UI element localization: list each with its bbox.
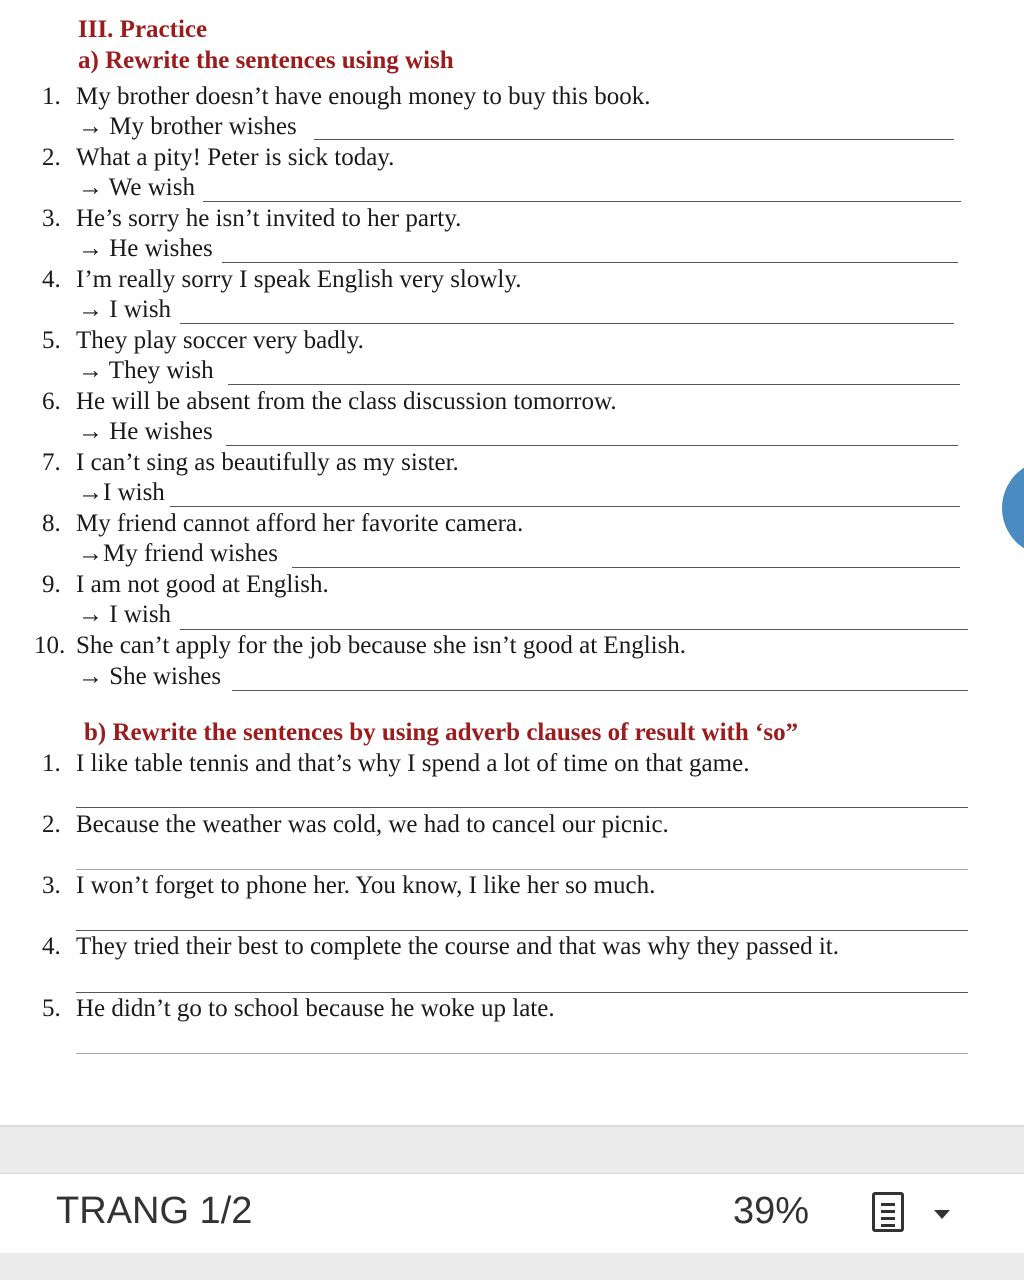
answer-prompt: → I wish: [78, 296, 172, 323]
section-title: III. Practice: [78, 16, 208, 43]
answer-line[interactable]: [232, 690, 968, 691]
answer-prompt: → They wish: [78, 357, 214, 384]
answer-prompt: → We wish: [78, 174, 195, 201]
answer-line[interactable]: [76, 869, 968, 870]
page-separator: [0, 1125, 1024, 1175]
part-b-title: b) Rewrite the sentences by using adverb clauses of result with ‘so”: [84, 719, 799, 746]
answer-line[interactable]: [76, 930, 968, 931]
item-number: 10.: [34, 632, 66, 659]
answer-line[interactable]: [180, 629, 968, 630]
bottom-strip: [0, 1253, 1024, 1280]
item-number: 2.: [42, 144, 61, 171]
page-indicator[interactable]: TRANG 1/2: [56, 1190, 253, 1232]
caret-down-icon[interactable]: [934, 1210, 950, 1219]
item-number: 4.: [42, 933, 61, 960]
item-number: 3.: [42, 205, 61, 232]
answer-prompt: →I wish: [78, 479, 165, 506]
item-sentence: What a pity! Peter is sick today.: [76, 144, 395, 171]
item-number: 6.: [42, 388, 61, 415]
part-a-title: a) Rewrite the sentences using wish: [78, 47, 454, 74]
answer-prompt: → She wishes: [78, 663, 222, 690]
item-number: 1.: [42, 750, 61, 777]
answer-line[interactable]: [76, 992, 968, 993]
answer-prompt: → He wishes: [78, 235, 213, 262]
zoom-level[interactable]: 39%: [733, 1190, 810, 1232]
answer-line[interactable]: [76, 807, 968, 808]
item-number: 5.: [42, 995, 61, 1022]
item-sentence: I can’t sing as beautifully as my sister.: [76, 449, 459, 476]
item-sentence: He didn’t go to school because he woke up late.: [76, 995, 555, 1022]
item-sentence: He’s sorry he isn’t invited to her party.: [76, 205, 462, 232]
item-sentence: I am not good at English.: [76, 571, 329, 598]
item-number: 9.: [42, 571, 61, 598]
item-sentence: Because the weather was cold, we had to cancel our picnic.: [76, 811, 669, 838]
answer-prompt: →My friend wishes: [78, 540, 278, 567]
item-number: 4.: [42, 266, 61, 293]
item-number: 8.: [42, 510, 61, 537]
item-sentence: She can’t apply for the job because she isn’t good at English.: [76, 632, 687, 659]
answer-line[interactable]: [292, 567, 960, 568]
answer-line[interactable]: [314, 139, 954, 140]
item-number: 5.: [42, 327, 61, 354]
answer-prompt: → My brother wishes: [78, 113, 297, 140]
answer-line[interactable]: [228, 384, 960, 385]
item-sentence: They play soccer very badly.: [76, 327, 364, 354]
item-number: 2.: [42, 811, 61, 838]
item-number: 7.: [42, 449, 61, 476]
answer-line[interactable]: [203, 201, 961, 202]
item-sentence: My friend cannot afford her favorite camera.: [76, 510, 524, 537]
answer-line[interactable]: [76, 1053, 968, 1054]
item-number: 1.: [42, 83, 61, 110]
item-sentence: They tried their best to complete the course and that was why they passed it.: [76, 933, 839, 960]
answer-prompt: → He wishes: [78, 418, 213, 445]
item-sentence: I won’t forget to phone her. You know, I like her so much.: [76, 872, 656, 899]
answer-line[interactable]: [226, 445, 958, 446]
item-sentence: He will be absent from the class discussion tomorrow.: [76, 388, 617, 415]
item-sentence: I like table tennis and that’s why I spend a lot of time on that game.: [76, 750, 750, 777]
answer-line[interactable]: [170, 506, 960, 507]
answer-line[interactable]: [222, 262, 958, 263]
item-sentence: I’m really sorry I speak English very slowly.: [76, 266, 522, 293]
answer-prompt: → I wish: [78, 601, 172, 628]
document-view-icon[interactable]: [872, 1192, 904, 1232]
item-sentence: My brother doesn’t have enough money to buy this book.: [76, 83, 651, 110]
item-number: 3.: [42, 872, 61, 899]
answer-line[interactable]: [180, 323, 954, 324]
